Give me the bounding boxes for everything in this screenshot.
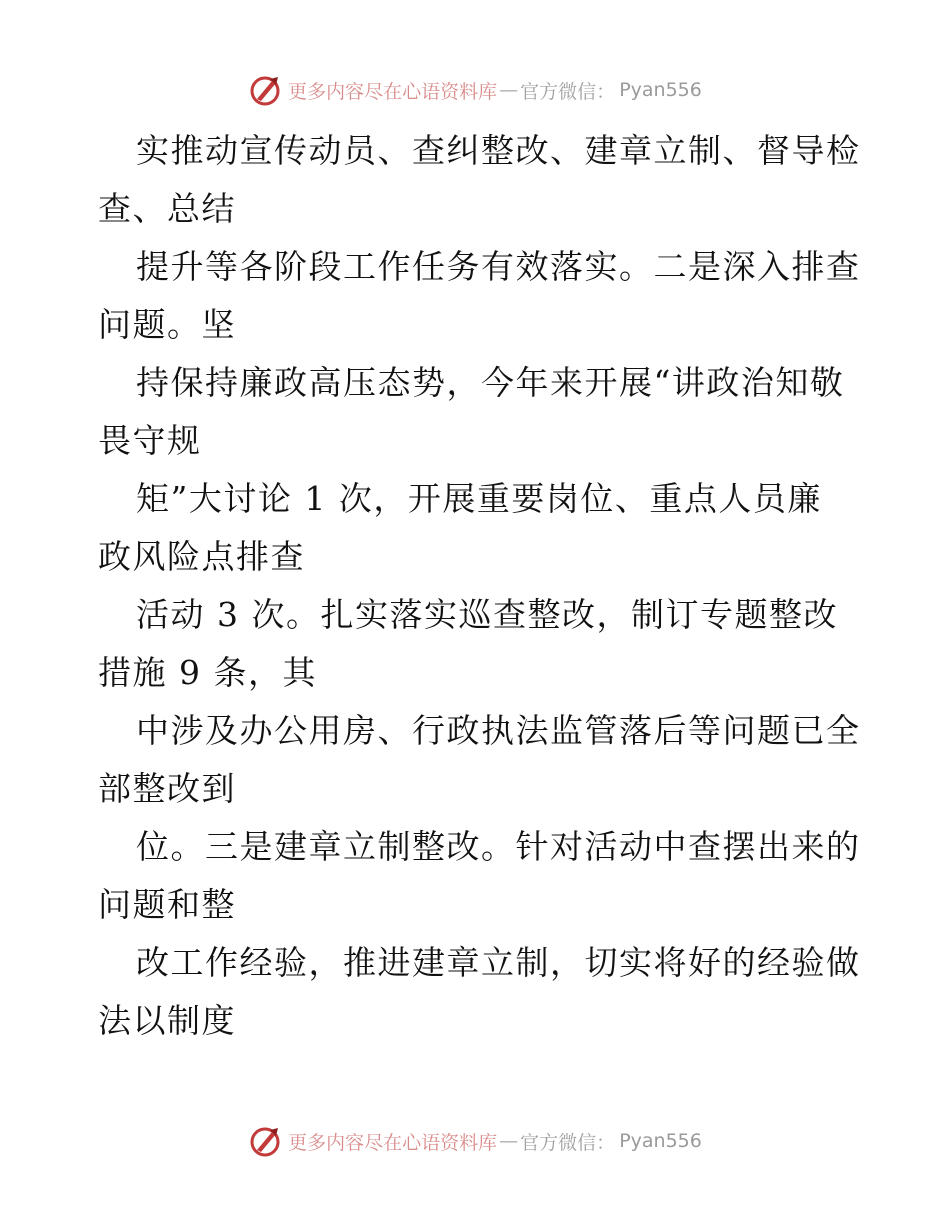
text-line: 持保持廉政高压态势，今年来开展“讲政治知敬 [136,363,845,402]
text-line: 提升等各阶段工作任务有效落实。二是深入排查 [136,247,861,286]
text-line: 法以制度 [98,1001,236,1040]
watermark-site-text: 更多内容尽在心语资料库 [288,1131,498,1154]
text-line: 中涉及办公用房、行政执法监管落后等问题已全 [136,711,861,750]
document-body [98,122,861,1050]
watermark-text [288,77,702,104]
text-line: 部整改到 [98,769,236,808]
text-line: 位。三是建章立制整改。针对活动中查摆出来的 [136,827,861,866]
text-line: 活动 3 次。扎实落实巡查整改，制订专题整改 [136,595,838,634]
text-line: 问题和整 [98,885,236,924]
watermark-wechat-id: Pyan556 [619,1130,702,1152]
watermark-separator: — [499,1130,519,1152]
watermark-banner-bottom [0,1121,950,1161]
watermark-site-text: 更多内容尽在心语资料库 [288,80,498,103]
text-line: 措施 9 条，其 [98,653,317,692]
watermark-text [288,1128,702,1155]
text-line: 改工作经验，推进建章立制，切实将好的经验做 [136,943,861,982]
text-line: 政风险点排查 [98,537,305,576]
watermark-wechat-id: Pyan556 [619,79,702,101]
watermark-wechat-label: 官方微信： [520,80,616,103]
text-line: 畏守规 [98,421,202,460]
text-line: 矩”大讨论 1 次，开展重要岗位、重点人员廉 [136,479,822,518]
text-line: 实推动宣传动员、查纠整改、建章立制、督导检 [136,131,861,170]
text-line: 问题。坚 [98,305,236,344]
watermark-separator: — [499,79,519,101]
quill-pen-logo-icon [248,73,282,107]
quill-pen-logo-icon [248,1124,282,1158]
watermark-wechat-label: 官方微信： [520,1131,616,1154]
text-line: 查、总结 [98,189,236,228]
watermark-banner-top [0,70,950,110]
